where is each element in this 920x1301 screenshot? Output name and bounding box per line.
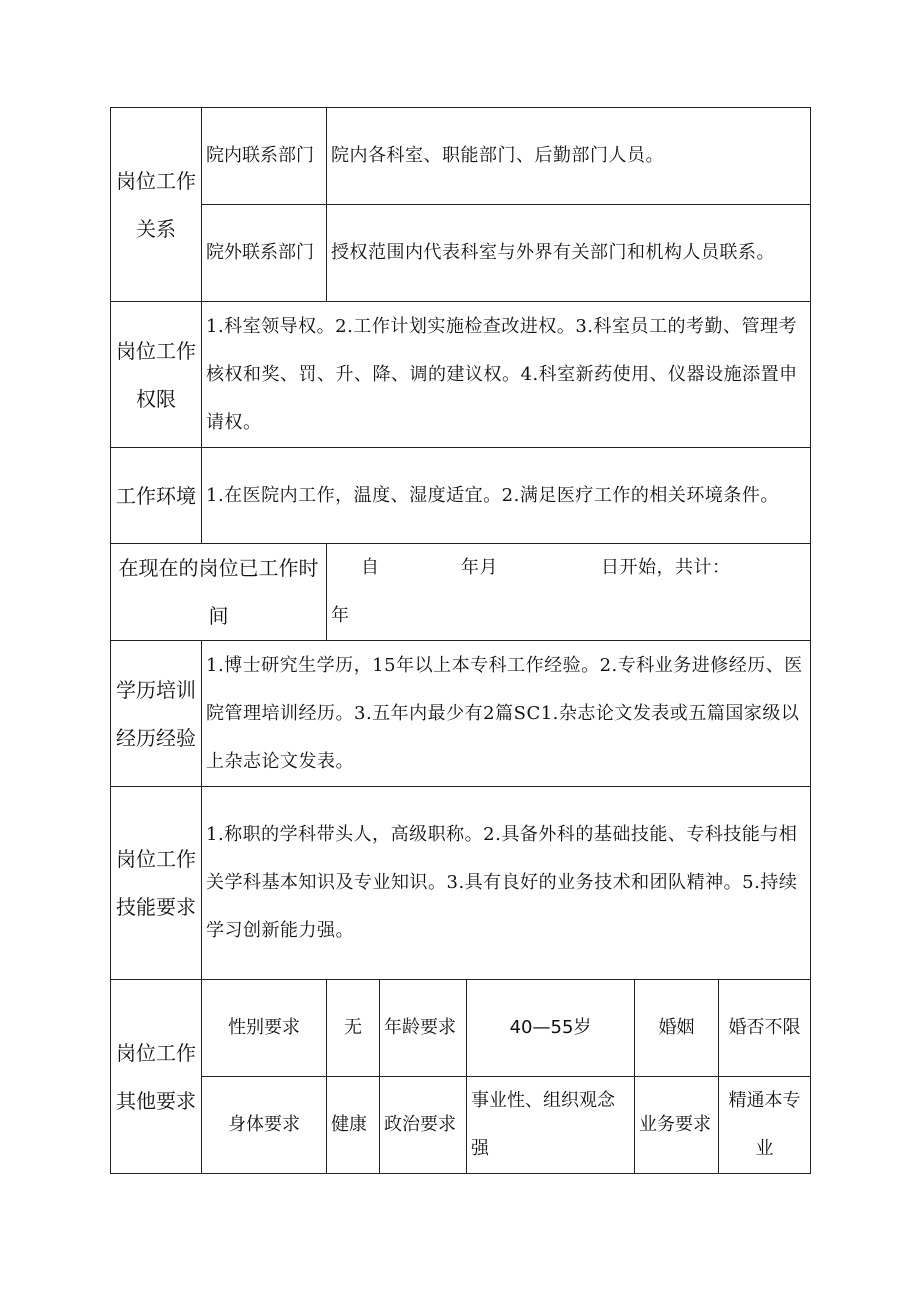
internal-contact-value: 院内各科室、职能部门、后勤部门人员。 (327, 108, 811, 205)
external-contact-value: 授权范围内代表科室与外界有关部门和机构人员联系。 (327, 205, 811, 302)
business-value: 精通本专业 (719, 1077, 811, 1174)
health-label: 身体要求 (202, 1077, 327, 1174)
tenure-year-month: 年月 (461, 557, 498, 578)
skills-header: 岗位工作技能要求 (111, 787, 202, 980)
marriage-value: 婚否不限 (719, 980, 811, 1077)
gender-label: 性别要求 (202, 980, 327, 1077)
tenure-years: 年 (331, 605, 350, 626)
business-label: 业务要求 (635, 1077, 719, 1174)
internal-contact-label: 院内联系部门 (202, 108, 327, 205)
job-description-table (110, 107, 811, 1174)
relations-header: 岗位工作关系 (111, 108, 202, 302)
education-header: 学历培训经历经验 (111, 641, 202, 787)
environment-header: 工作环境 (111, 448, 202, 544)
tenure-value (327, 544, 811, 641)
marriage-label: 婚姻 (635, 980, 719, 1077)
health-value: 健康 (327, 1077, 380, 1174)
skills-value: 1.称职的学科带头人，高级职称。2.具备外科的基础技能、专科技能与相关学科基本知识及专业知识。3.具有良好的业务技术和团队精神。5.持续学习创新能力强。 (202, 787, 811, 980)
external-contact-label: 院外联系部门 (202, 205, 327, 302)
age-label: 年龄要求 (380, 980, 467, 1077)
gender-value: 无 (327, 980, 380, 1077)
political-label: 政治要求 (380, 1077, 467, 1174)
authority-value: 1.科室领导权。2.工作计划实施检查改进权。3.科室员工的考勤、管理考核权和奖、罚、升、降、调的建议权。4.科室新药使用、仪器设施添置申请权。 (202, 302, 811, 448)
authority-header: 岗位工作权限 (111, 302, 202, 448)
political-value: 事业性、组织观念强 (467, 1077, 635, 1174)
tenure-day-start: 日开始，共计： (601, 557, 731, 578)
education-value: 1.博士研究生学历，15年以上本专科工作经验。2.专科业务进修经历、医院管理培训经历。3.五年内最少有2篇SC1.杂志论文发表或五篇国家级以上杂志论文发表。 (202, 641, 811, 787)
tenure-from: 自 (361, 557, 380, 578)
other-header: 岗位工作其他要求 (111, 980, 202, 1174)
age-value: 40—55岁 (467, 980, 635, 1077)
tenure-header: 在现在的岗位已工作时间 (111, 544, 327, 641)
environment-value: 1.在医院内工作，温度、湿度适宜。2.满足医疗工作的相关环境条件。 (202, 448, 811, 544)
